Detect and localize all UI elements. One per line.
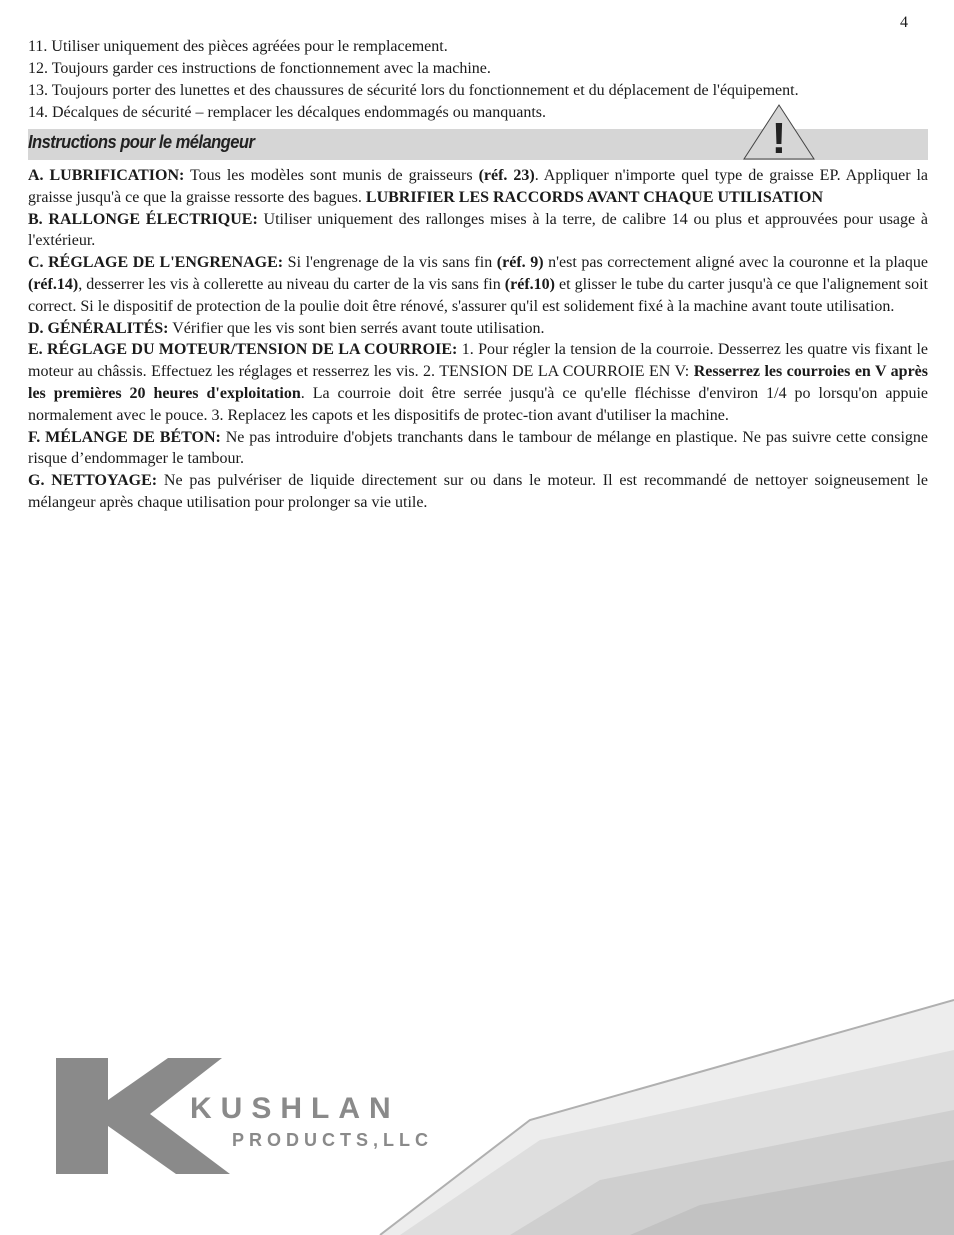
instruction-lubrification: A. LUBRIFICATION: Tous les modèles sont munis de graisseurs (réf. 23). Appliquer n'importe quel type de graisse EP. Appliquer la graisse jusqu'à ce que la graisse ressorte des bagues. LUBRIFIER LES RACCORDS AVANT CHAQUE UTILISATION: [28, 167, 929, 206]
instruction-generalites: D. GÉNÉRALITÉS: Vérifier que les vis sont bien serrés avant toute utilisation.: [28, 319, 545, 337]
instruction-rallonge: B. RALLONGE ÉLECTRIQUE: Utiliser uniquement des rallonges mises à la terre, de calibre 14 ou plus et approuvées pour usage à l'extérieur.: [28, 210, 929, 250]
warning-icon: [742, 103, 816, 161]
instruction-melange-beton: F. MÉLANGE DE BÉTON: Ne pas introduire d'objets tranchants dans le tambour de mélange en plastique. Ne pas suivre cette consigne risque d’endommager le tambour.: [28, 428, 928, 468]
page-number: 4: [900, 14, 908, 31]
list-item: 14. Décalques de sécurité – remplacer les décalques endommagés ou manquants.: [28, 104, 547, 121]
instruction-moteur-courroie: E. RÉGLAGE DU MOTEUR/TENSION DE LA COURROIE: 1. Pour régler la tension de la courroie. Desserrez les quatre vis fixant le moteur au châssis. Effectuez les réglages et resserrez les vis. 2. TENSION DE LA COURROIE EN V: Resserrez les courroies en V après les premières 20 heures d'exploitation. La courroie doit être serrée jusqu'à ce qu'elle fléchisse d'environ 1/4 po lorsqu'on appuie normalement avec le pouce. 3. Replacez les capots et les dispositifs de protec-tion avant d'utiliser la machine.: [28, 341, 929, 424]
instructions-body: [28, 165, 928, 514]
instruction-engrenage: C. RÉGLAGE DE L'ENGRENAGE: Si l'engrenage de la vis sans fin (réf. 9) n'est pas correctement aligné avec la couronne et la plaque (réf.14), desserrer les vis à collerette au niveau du carter de la vis sans fin (réf.10) et glisser le tube du carter jusqu'à ce que l'alignement soit correct. Si le dispositif de protection de la poulie doit être rénové, s'assurer qu'il est solidement fixé à la machine avant toute utilisation.: [28, 254, 929, 315]
instruction-nettoyage: G. NETTOYAGE: Ne pas pulvériser de liquide directement sur ou dans le moteur. Il est recommandé de nettoyer soigneusement le mélangeur après chaque utilisation pour prolonger sa vie utile.: [28, 472, 928, 511]
section-title: Instructions pour le mélangeur: [28, 132, 255, 152]
decorative-corner-graphic: [370, 990, 954, 1235]
warning-symbol: !: [771, 114, 787, 161]
logo-name: KUSHLAN: [190, 1092, 400, 1125]
list-item: 11. Utiliser uniquement des pièces agréées pour le remplacement.: [28, 38, 448, 55]
list-item: 12. Toujours garder ces instructions de fonctionnement avec la machine.: [28, 60, 491, 77]
logo-subtitle: PRODUCTS,LLC: [232, 1130, 433, 1150]
list-item: 13. Toujours porter des lunettes et des chaussures de sécurité lors du fonctionnement et du déplacement de l'équipement.: [28, 82, 799, 99]
